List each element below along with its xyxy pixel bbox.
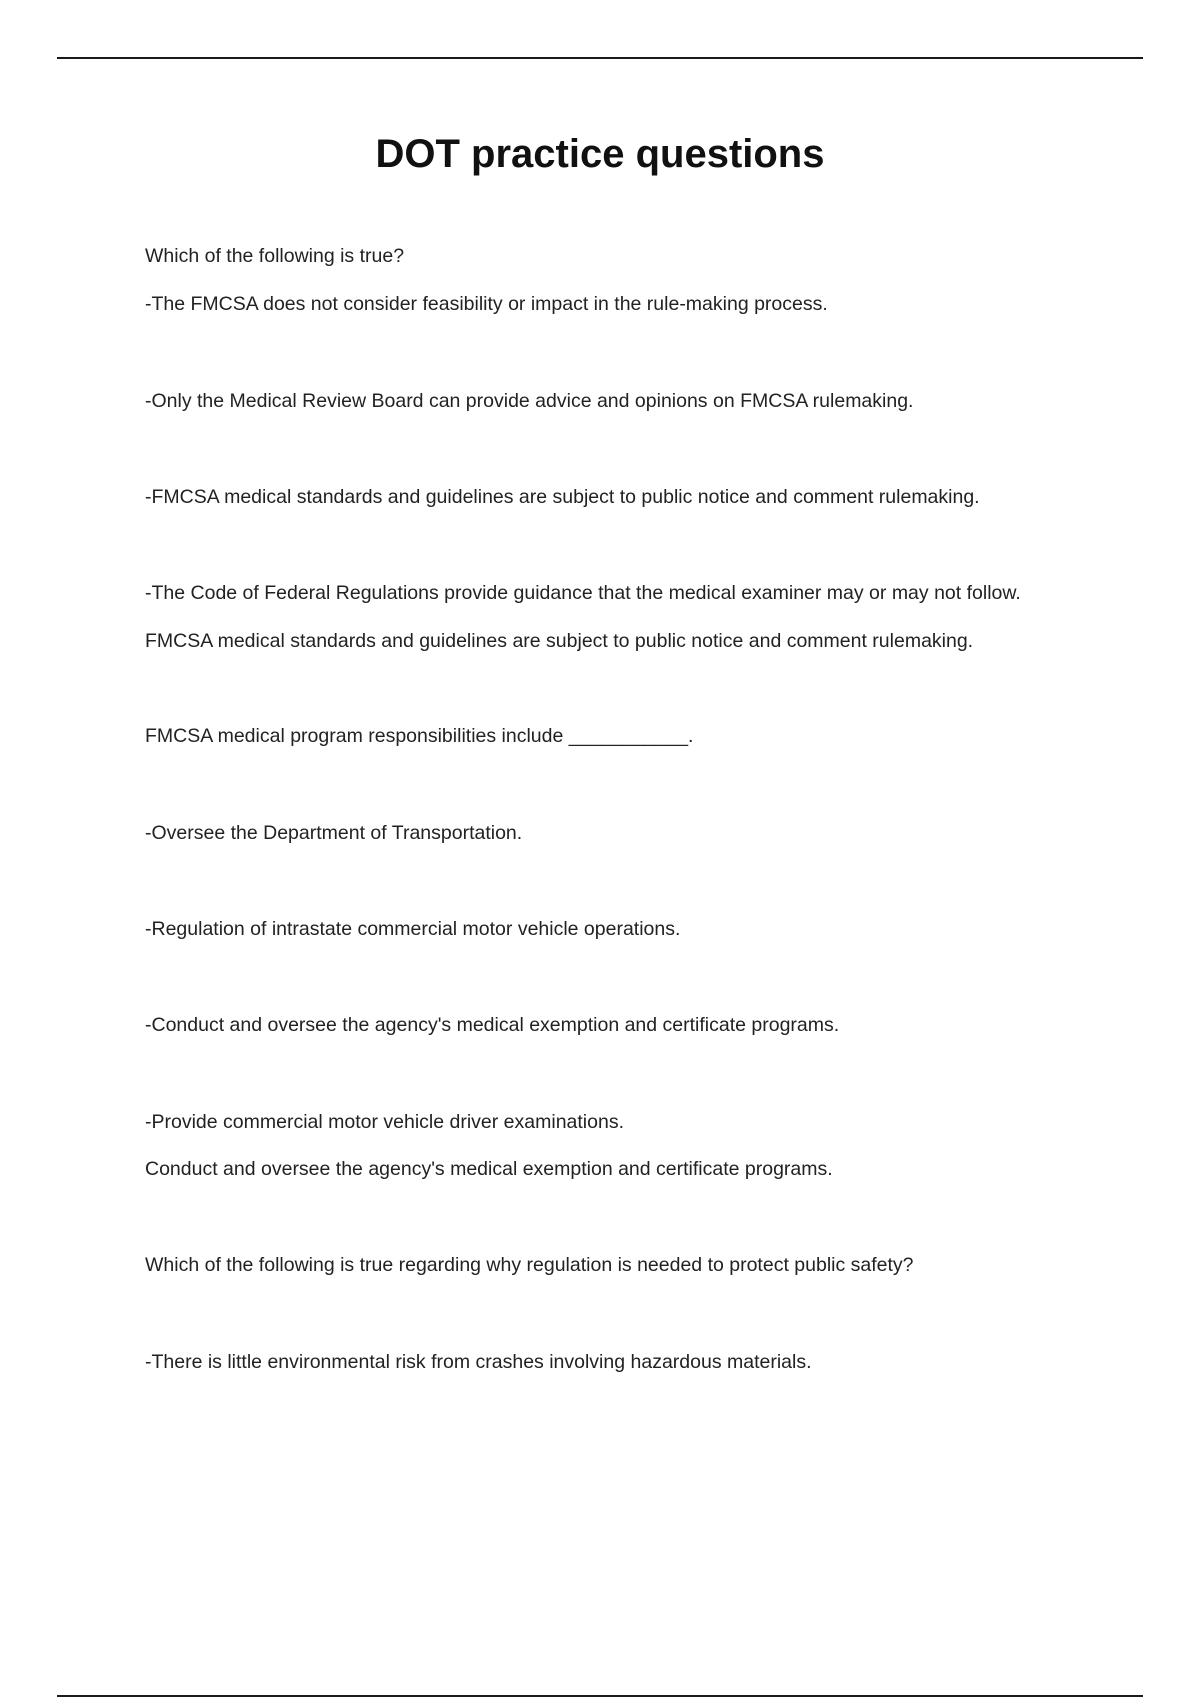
question-1-option-b: -Only the Medical Review Board can provide advice and opinions on FMCSA rulemaking. <box>145 390 914 412</box>
question-3-option-a: -There is little environmental risk from crashes involving hazardous materials. <box>145 1351 812 1373</box>
question-2-option-b: -Regulation of intrastate commercial motor vehicle operations. <box>145 918 681 940</box>
document-title: DOT practice questions <box>375 132 825 176</box>
question-2-option-d: -Provide commercial motor vehicle driver examinations. <box>145 1111 624 1133</box>
question-1-text: Which of the following is true? <box>145 245 405 267</box>
question-1-option-d: -The Code of Federal Regulations provide guidance that the medical examiner may or may not follow. <box>145 582 1021 604</box>
question-1-option-c: -FMCSA medical standards and guidelines are subject to public notice and comment rulemaking. <box>145 486 980 508</box>
question-1-option-a: -The FMCSA does not consider feasibility or impact in the rule-making process. <box>145 293 828 315</box>
top-divider <box>57 57 1143 59</box>
question-3-text: Which of the following is true regarding why regulation is needed to protect public safety? <box>145 1254 914 1276</box>
question-1-answer: FMCSA medical standards and guidelines are subject to public notice and comment rulemaking. <box>145 630 974 652</box>
question-2-option-c: -Conduct and oversee the agency's medical exemption and certificate programs. <box>145 1014 840 1036</box>
bottom-divider <box>57 1695 1143 1697</box>
question-2-answer: Conduct and oversee the agency's medical exemption and certificate programs. <box>145 1158 833 1180</box>
question-2-text: FMCSA medical program responsibilities include ___________. <box>145 725 694 747</box>
question-2-option-a: -Oversee the Department of Transportation. <box>145 822 523 844</box>
